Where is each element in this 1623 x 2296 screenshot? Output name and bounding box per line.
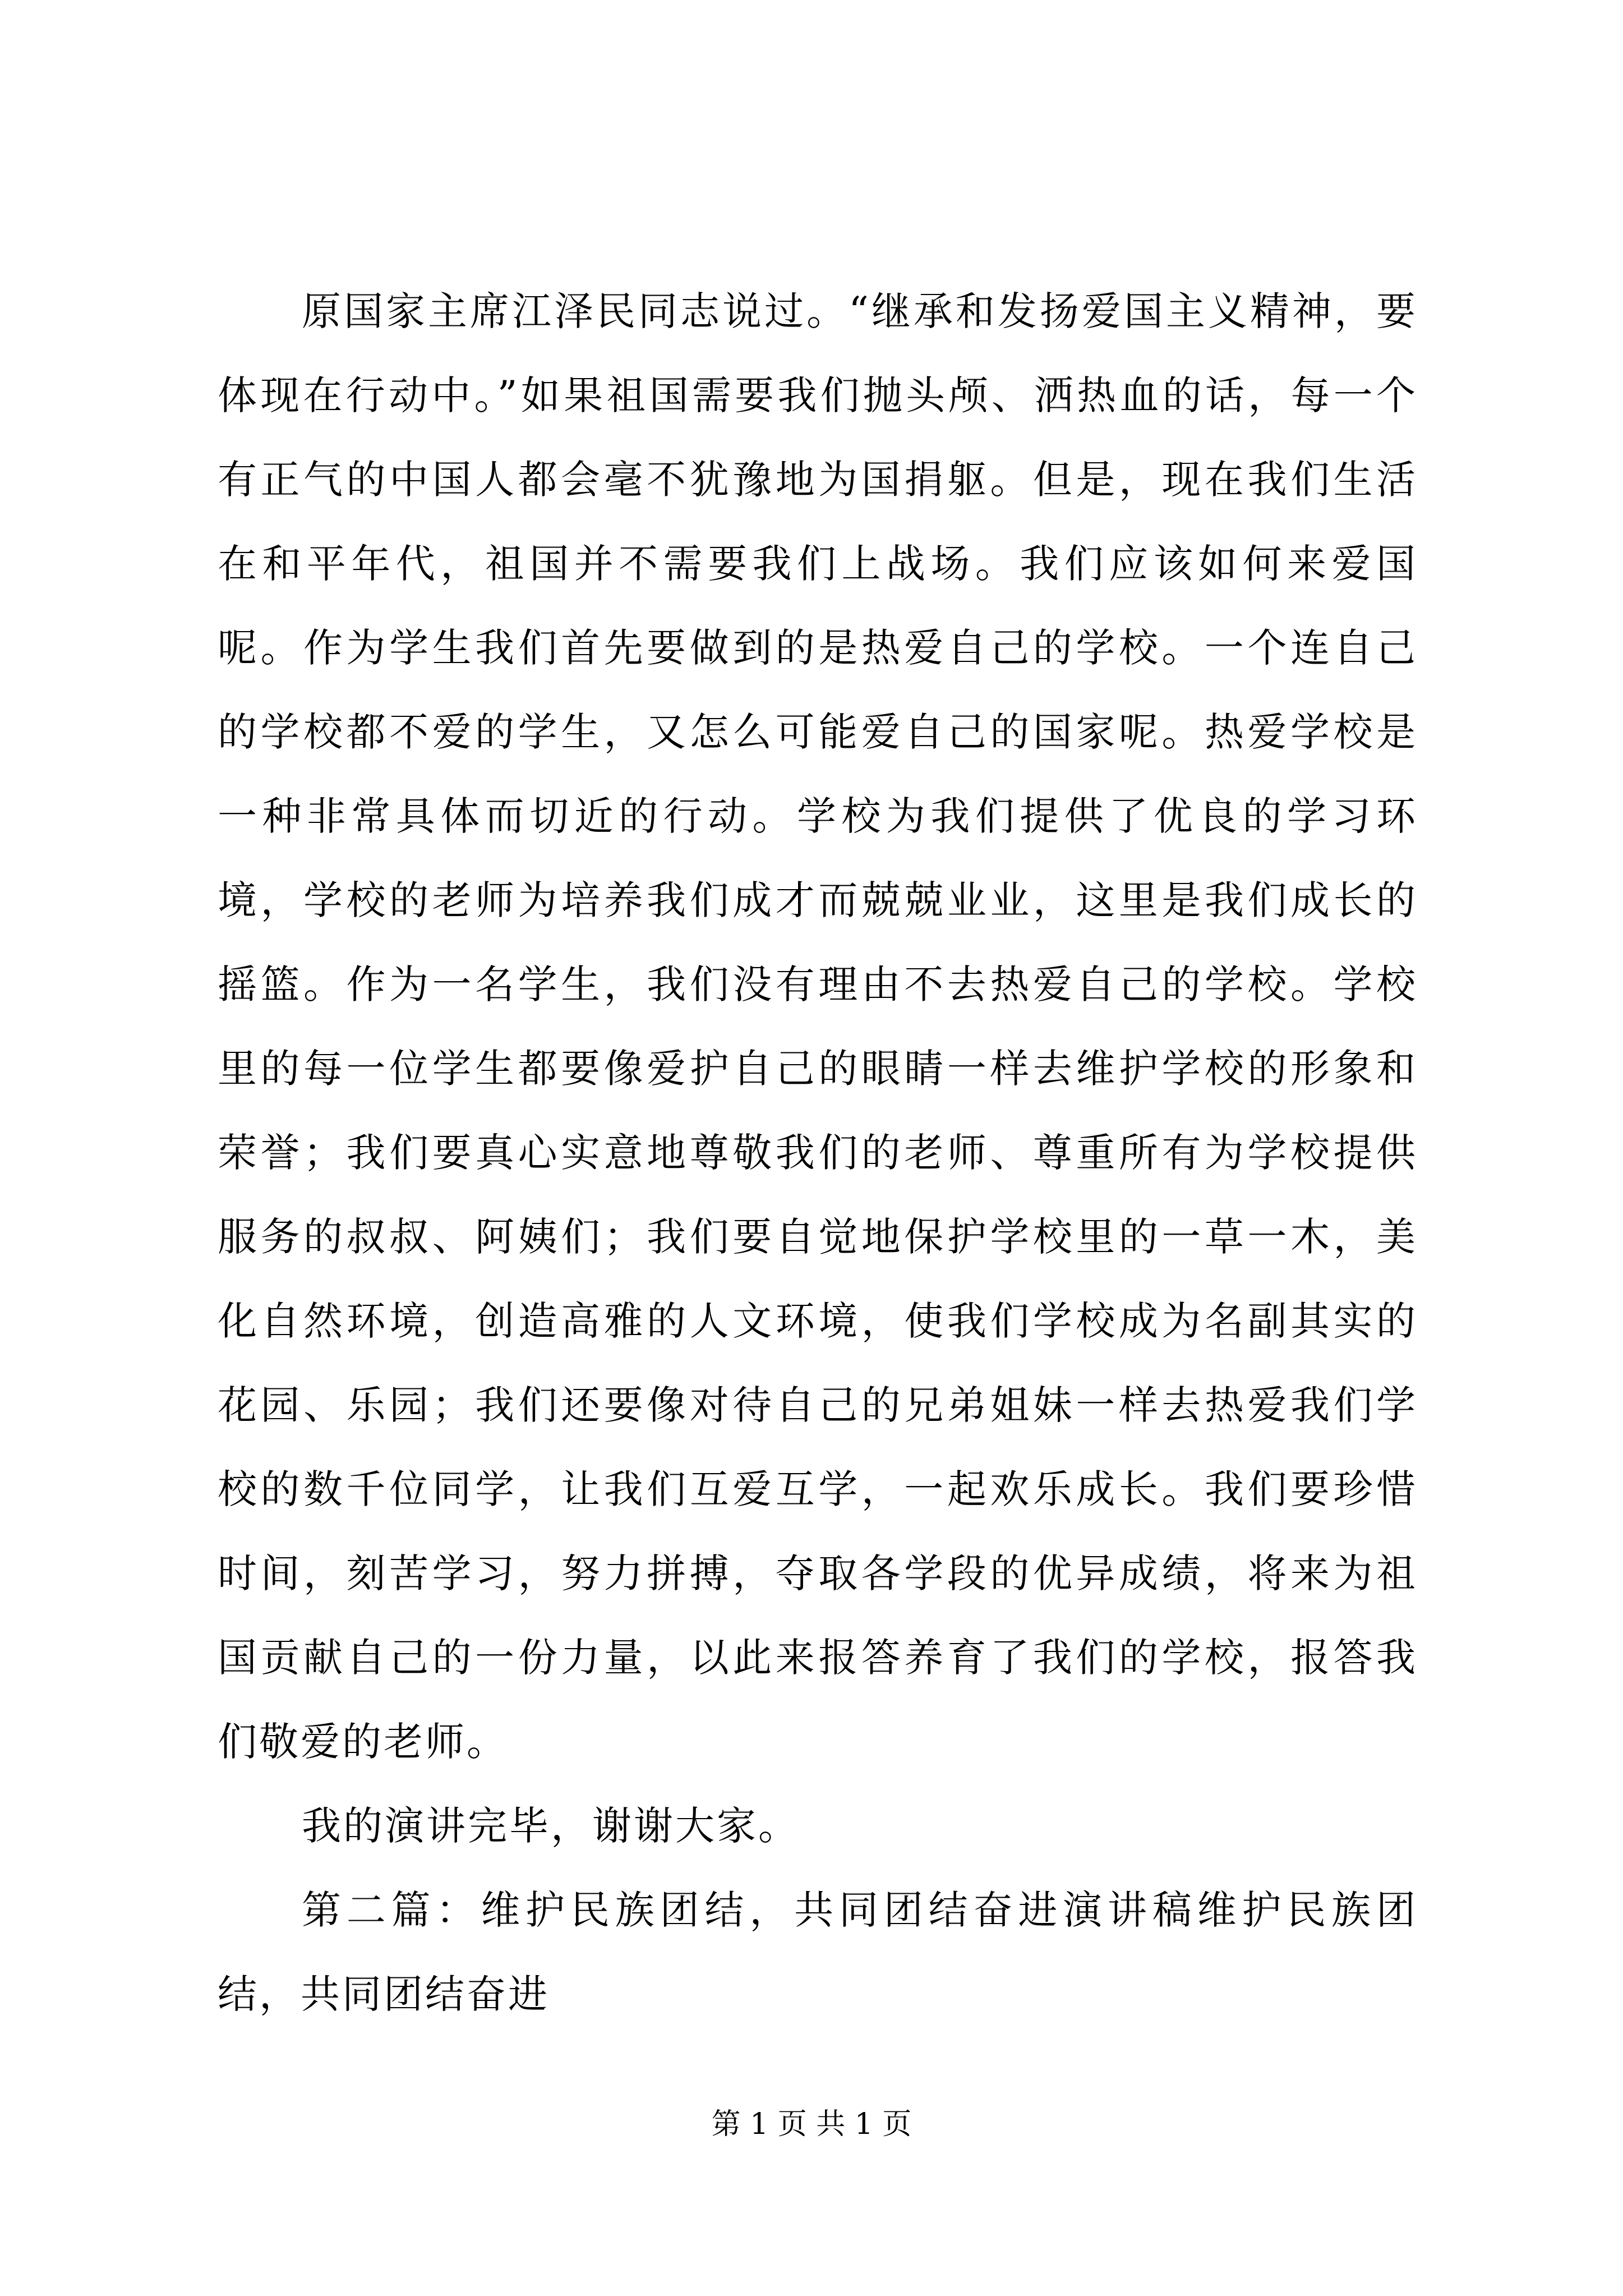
page-footer: 第 1 页 共 1 页 — [711, 2108, 912, 2141]
paragraph-speech-body: 原国家主席江泽民同志说过。“继承和发扬爱国主义精神，要体现在行动中。”如果祖国需要我们抛头颅、洒热血的话，每一个有正气的中国人都会毫不犹豫地为国捐躯。但是，现在我们生活在和平年代，祖国并不需要我们上战场。我们应该如何来爱国呢。作为学生我们首先要做到的是热爱自己的学校。一个连自己的学校都不爱的学生，又怎么可能爱自己的国家呢。热爱学校是一种非常具体而切近的行动。学校为我们提供了优良的学习环境，学校的老师为培养我们成才而兢兢业业，这里是我们成长的摇篮。作为一名学生，我们没有理由不去热爱自己的学校。学校里的每一位学生都要像爱护自己的眼睛一样去维护学校的形象和荣誉；我们要真心实意地尊敬我们的老师、尊重所有为学校提供服务的叔叔、阿姨们；我们要自觉地保护学校里的一草一木，美化自然环境，创造高雅的人文环境，使我们学校成为名副其实的花园、乐园；我们还要像对待自己的兄弟姐妹一样去热爱我们学校的数千位同学，让我们互爱互学，一起欢乐成长。我们要珍惜时间，刻苦学习，努力拼搏，夺取各学段的优异成绩，将来为祖国贡献自己的一份力量，以此来报答养育了我们的学校，报答我们敬爱的老师。 — [218, 288, 1418, 1765]
document-body — [218, 269, 1418, 2036]
paragraph-closing: 我的演讲完毕，谢谢大家。 — [302, 1803, 800, 1849]
paragraph-next-title: 第二篇：维护民族团结，共同团结奋进演讲稿维护民族团结，共同团结奋进 — [218, 1887, 1418, 2017]
